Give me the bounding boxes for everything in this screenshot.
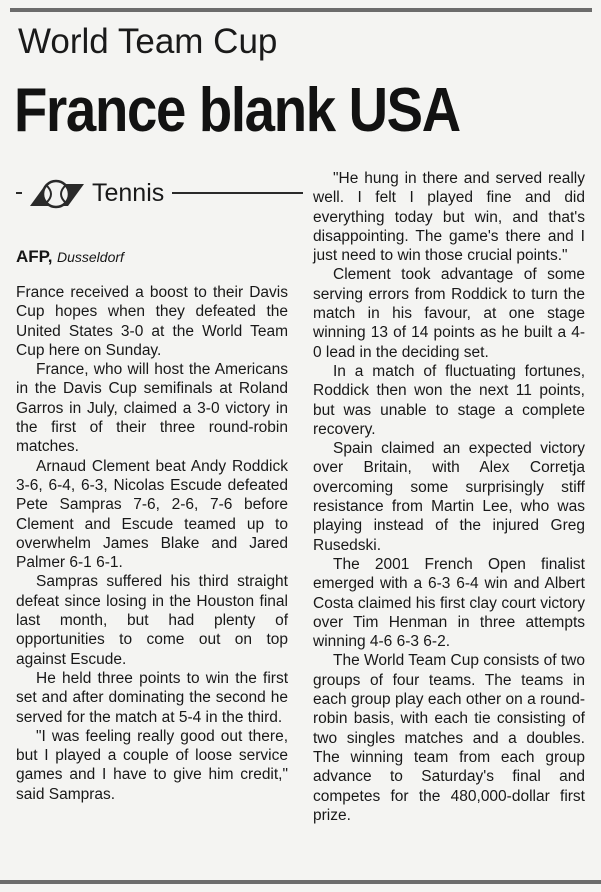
byline-agency: AFP, (16, 247, 53, 266)
article-paragraph: "He hung in there and served really well. I felt I played fine and did everything today but win, and that's disappointing. The game's there and I just need to win those crucial points." (313, 170, 585, 265)
tennis-ball-icon (22, 174, 92, 214)
section-label: Tennis (92, 178, 172, 208)
bottom-rule (0, 880, 601, 884)
article-paragraph: In a match of fluctuating fortunes, Roddick then won the next 11 points, but was unable to stage a complete recovery. (313, 362, 585, 438)
article-paragraph: Arnaud Clement beat Andy Roddick 3-6, 6-4, 6-3, Nicolas Escude defeated Pete Sampras 7-6, 2-6, 7-6 before Clement and Escude teamed up to overwhelm James Blake and Jared Palmer 6-1 6-1. (16, 457, 288, 572)
section-tag (16, 172, 303, 216)
top-rule (10, 8, 592, 12)
article-column-right (313, 169, 585, 825)
article-paragraph: The 2001 French Open finalist emerged with a 6-3 6-4 win and Albert Costa claimed his first clay court victory over Tim Henman in three attempts winning 4-6 6-3 6-2. (313, 555, 585, 651)
article-column-left (16, 283, 288, 804)
article-paragraph: Sampras suffered his third straight defeat since losing in the Houston final last month, but had plenty of opportunities to come out on top against Escude. (16, 573, 288, 668)
article-paragraph: The World Team Cup consists of two groups of four teams. The teams in each group play each other on a round-robin basis, with each tie consisting of two singles matches and a doubles. The winning team from each group advance to Saturday's final and competes for the 480,000-dollar first prize. (313, 652, 585, 824)
article-paragraph: France received a boost to their Davis Cup hopes when they defeated the United States 3-0 at the World Team Cup here on Sunday. (16, 284, 288, 359)
article-paragraph: Clement took advantage of some serving errors from Roddick to turn the match in his favour, at one stage winning 13 of 14 points as he built a 4-0 lead in the deciding set. (313, 266, 585, 361)
article-paragraph: France, who will host the Americans in the Davis Cup semifinals at Roland Garros in July, claimed a 3-0 victory in the first of their three round-robin matches. (16, 361, 288, 456)
byline (16, 246, 124, 269)
article-paragraph: "I was feeling really good out there, but I played a couple of loose service games and I have to give him credit," said Sampras. (16, 727, 288, 803)
headline: France blank USA (14, 76, 460, 145)
kicker: World Team Cup (18, 22, 278, 61)
article-paragraph: He held three points to win the first set and after dominating the second he served for the match at 5-4 in the third. (16, 669, 288, 726)
byline-place: Dusseldorf (57, 249, 124, 265)
article-paragraph: Spain claimed an expected victory over Britain, with Alex Corretja overcoming some surprisingly stiff resistance from Martin Lee, who was playing instead of the injured Greg Rusedski. (313, 440, 585, 554)
